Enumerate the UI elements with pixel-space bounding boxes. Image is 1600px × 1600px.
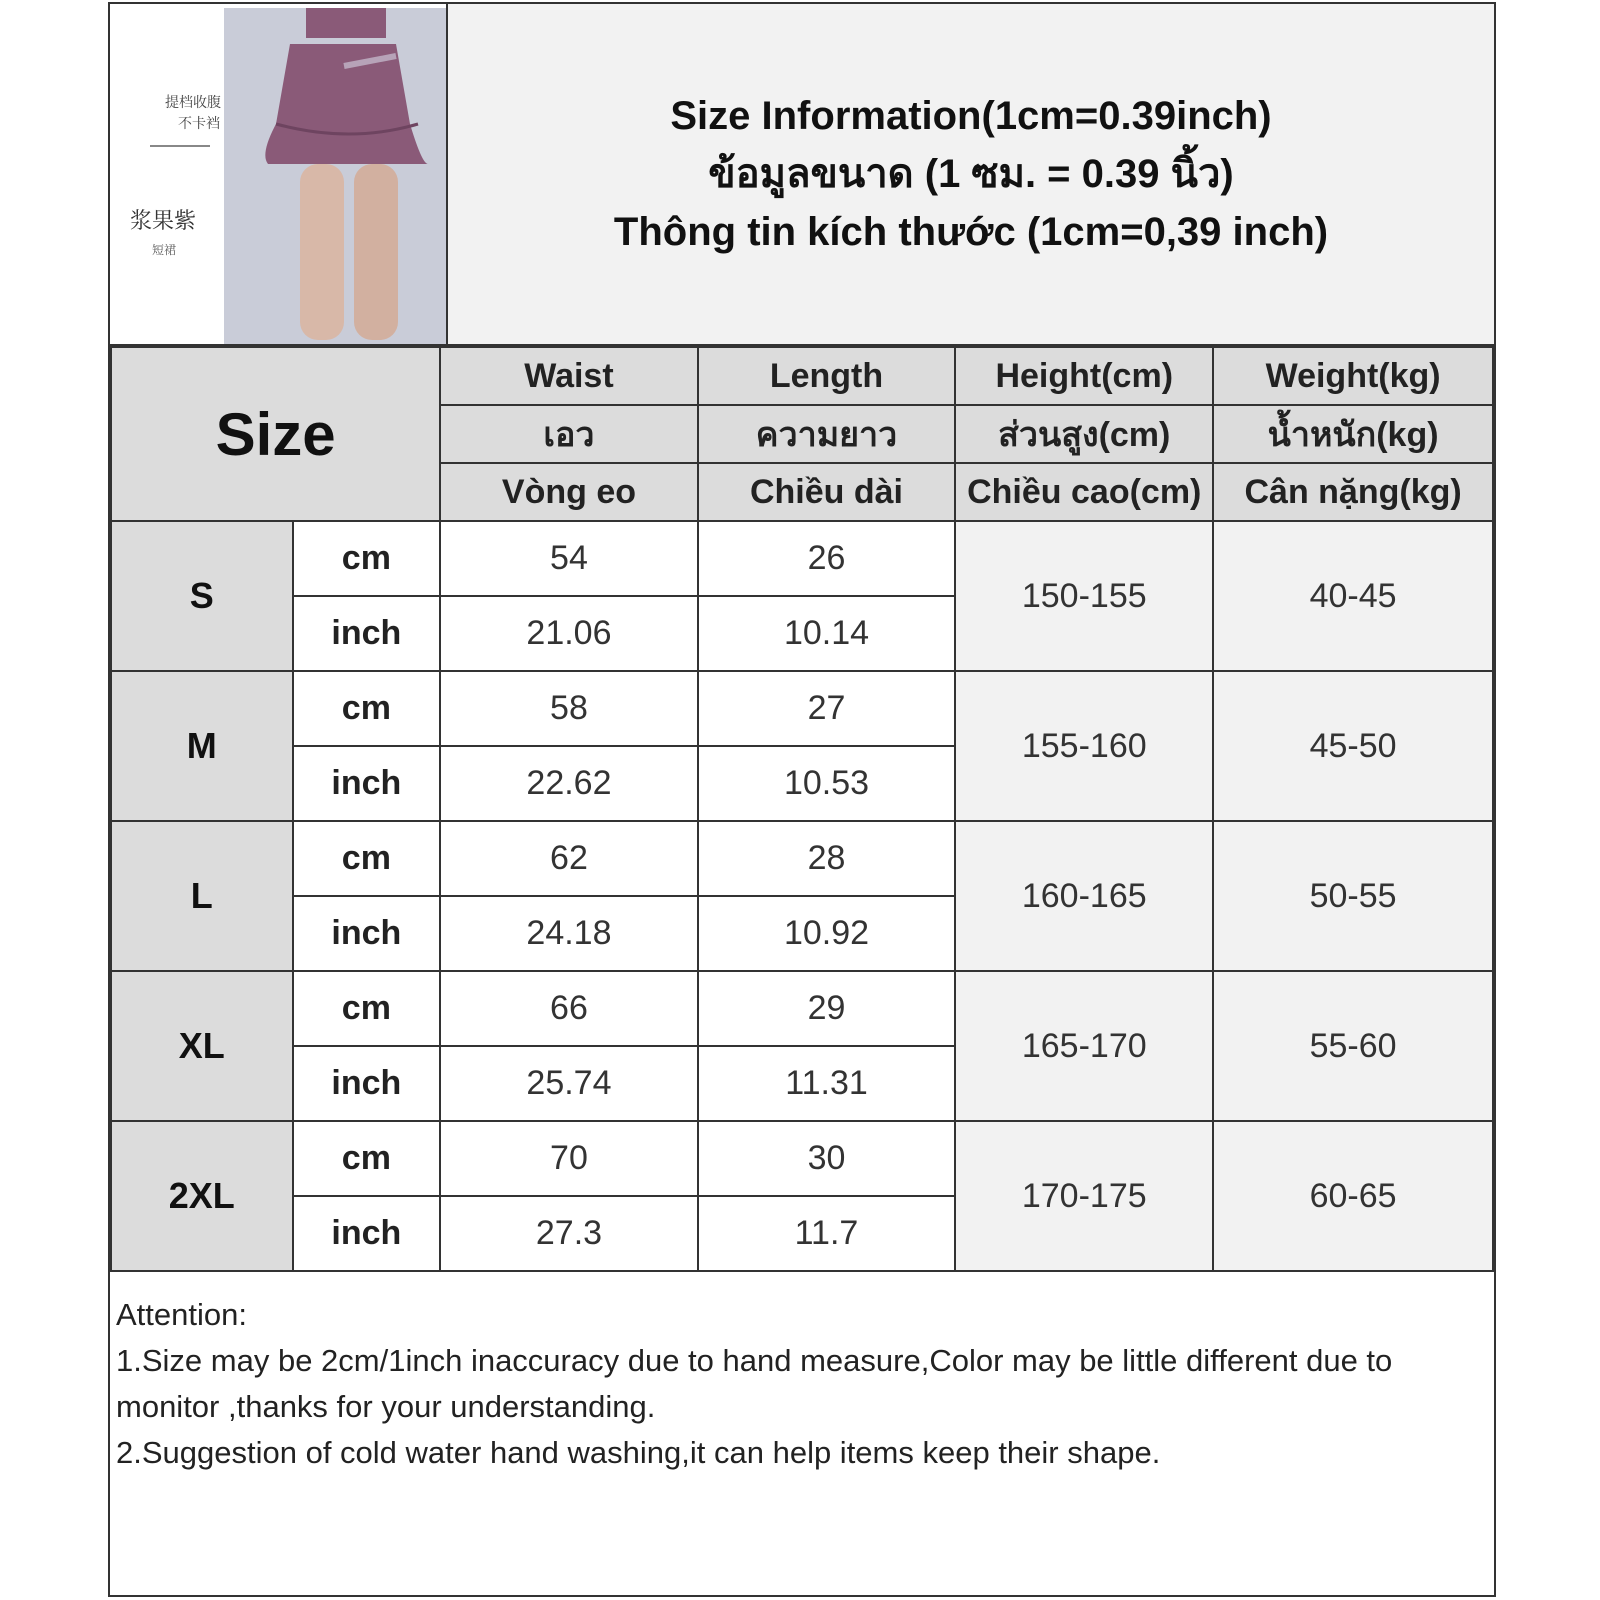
waist-inch: 27.3 [440, 1196, 698, 1271]
height-range: 170-175 [955, 1121, 1213, 1271]
table-row [111, 521, 1493, 596]
title-vietnamese: Thông tin kích thước (1cm=0,39 inch) [613, 210, 1329, 254]
table-row [111, 671, 1493, 746]
waist-cm: 62 [440, 821, 698, 896]
caption-cn-3: 浆果紫 [130, 209, 197, 234]
product-photo [110, 4, 448, 344]
header-band [110, 4, 1494, 346]
unit-cm: cm [293, 971, 441, 1046]
size-label-l: L [111, 821, 293, 971]
table-row [111, 1121, 1493, 1196]
waist-inch: 21.06 [440, 596, 698, 671]
title-block [448, 4, 1494, 344]
caption-cn-2: 不卡裆 [178, 116, 220, 132]
height-range: 160-165 [955, 821, 1213, 971]
height-range: 155-160 [955, 671, 1213, 821]
caption-cn-1: 提档收腹 [165, 95, 221, 111]
header-waist-en: Waist [440, 347, 698, 405]
length-inch: 10.92 [698, 896, 956, 971]
unit-inch: inch [293, 746, 441, 821]
caption-cn-4: 短裙 [152, 243, 177, 257]
waist-cm: 66 [440, 971, 698, 1046]
unit-cm: cm [293, 671, 441, 746]
height-range: 165-170 [955, 971, 1213, 1121]
notes-line-2: 2.Suggestion of cold water hand washing,it can help items keep their shape. [116, 1435, 1161, 1470]
size-label-xl: XL [111, 971, 293, 1121]
length-inch: 11.31 [698, 1046, 956, 1121]
length-inch: 10.14 [698, 596, 956, 671]
unit-inch: inch [293, 1046, 441, 1121]
waist-inch: 22.62 [440, 746, 698, 821]
header-length-th: ความยาว [698, 405, 956, 463]
header-waist-th: เอว [440, 405, 698, 463]
header-height-vi: Chiều cao(cm) [955, 463, 1213, 521]
length-cm: 27 [698, 671, 956, 746]
size-label-2xl: 2XL [111, 1121, 293, 1271]
waist-cm: 58 [440, 671, 698, 746]
header-height-en: Height(cm) [955, 347, 1213, 405]
header-weight-en: Weight(kg) [1213, 347, 1493, 405]
table-row [111, 821, 1493, 896]
weight-range: 40-45 [1213, 521, 1493, 671]
waist-inch: 25.74 [440, 1046, 698, 1121]
weight-range: 55-60 [1213, 971, 1493, 1121]
unit-inch: inch [293, 896, 441, 971]
header-length-vi: Chiều dài [698, 463, 956, 521]
height-range: 150-155 [955, 521, 1213, 671]
header-length-en: Length [698, 347, 956, 405]
header-height-th: ส่วนสูง(cm) [955, 405, 1213, 463]
skirt-model-image [110, 4, 446, 344]
header-waist-vi: Vòng eo [440, 463, 698, 521]
length-cm: 29 [698, 971, 956, 1046]
waist-cm: 54 [440, 521, 698, 596]
size-label-s: S [111, 521, 293, 671]
weight-range: 45-50 [1213, 671, 1493, 821]
length-inch: 10.53 [698, 746, 956, 821]
title-thai: ข้อมูลขนาด (1 ซม. = 0.39 นิ้ว) [708, 152, 1234, 196]
title-english: Size Information(1cm=0.39inch) [670, 94, 1272, 138]
size-chart [108, 2, 1496, 1597]
size-header: Size [111, 347, 440, 521]
size-label-m: M [111, 671, 293, 821]
waist-cm: 70 [440, 1121, 698, 1196]
length-cm: 28 [698, 821, 956, 896]
notes-line-1: 1.Size may be 2cm/1inch inaccuracy due to hand measure,Color may be little different due to monitor ,thanks for your understanding. [116, 1343, 1393, 1424]
unit-cm: cm [293, 1121, 441, 1196]
unit-cm: cm [293, 821, 441, 896]
unit-inch: inch [293, 1196, 441, 1271]
weight-range: 50-55 [1213, 821, 1493, 971]
notes-heading: Attention: [116, 1297, 247, 1332]
header-weight-vi: Cân nặng(kg) [1213, 463, 1493, 521]
size-table [110, 346, 1494, 1272]
length-cm: 26 [698, 521, 956, 596]
unit-inch: inch [293, 596, 441, 671]
table-row [111, 971, 1493, 1046]
attention-notes [116, 1292, 1486, 1476]
header-weight-th: น้ำหนัก(kg) [1213, 405, 1493, 463]
length-inch: 11.7 [698, 1196, 956, 1271]
weight-range: 60-65 [1213, 1121, 1493, 1271]
waist-inch: 24.18 [440, 896, 698, 971]
length-cm: 30 [698, 1121, 956, 1196]
unit-cm: cm [293, 521, 441, 596]
